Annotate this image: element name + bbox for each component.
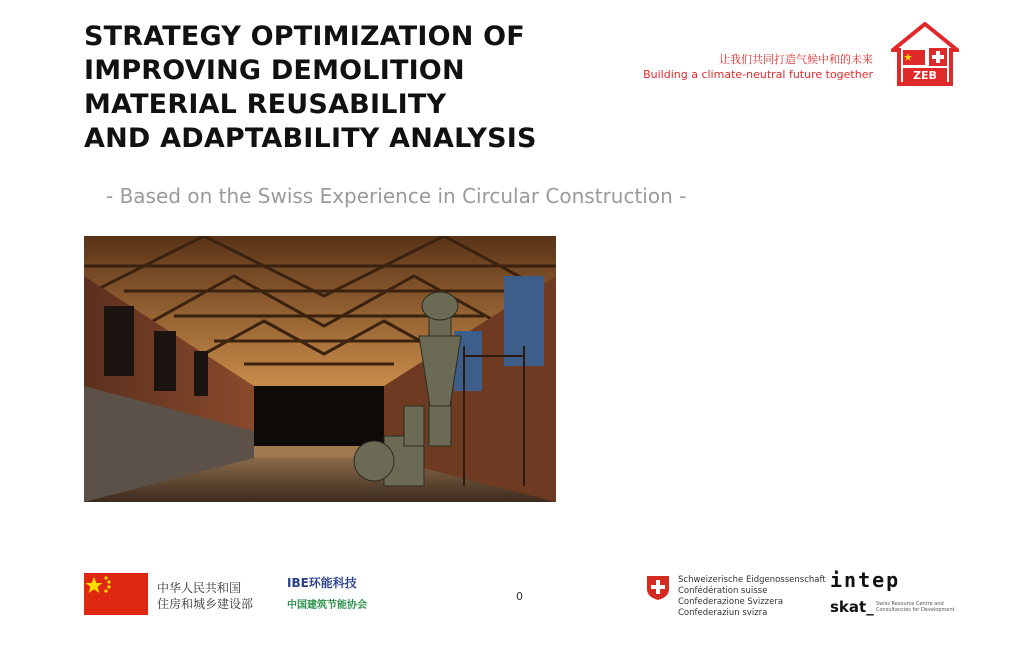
subtitle: - Based on the Swiss Experience in Circular Construction -: [106, 184, 687, 208]
skat-desc-line-1: Swiss Resource Centre and: [876, 601, 944, 607]
swiss-name-it: Confederazione Svizzera: [678, 597, 784, 607]
tagline-english: Building a climate-neutral future together: [643, 68, 873, 81]
partner-ibe-line-1: IBE环能科技: [287, 576, 357, 590]
skat-logo: skat_: [830, 598, 874, 616]
title-line-1: STRATEGY OPTIMIZATION OF: [84, 21, 525, 52]
skat-desc-line-2: Consultancies for Development: [876, 607, 955, 613]
china-flag-icon: [84, 573, 148, 615]
zeb-logo-text: ZEB: [913, 69, 937, 82]
factory-hall-photo: [84, 236, 556, 502]
swiss-emblem-icon: [646, 575, 670, 601]
title-line-4: AND ADAPTABILITY ANALYSIS: [84, 123, 537, 154]
partner-ibe-logo: [287, 574, 399, 618]
page-number: 0: [516, 590, 523, 603]
tagline-chinese: 让我们共同打造气候中和的未来: [719, 53, 873, 66]
skat-description: [876, 601, 955, 613]
zeb-logo: [891, 22, 959, 86]
ministry-line-2: 住房和城乡建设部: [157, 597, 254, 611]
title-line-2: IMPROVING DEMOLITION: [84, 55, 465, 86]
partner-ibe-line-2: 中国建筑节能协会: [287, 600, 367, 611]
swiss-name-rm: Confederaziun svizra: [678, 608, 768, 618]
swiss-name-fr: Confédération suisse: [678, 586, 768, 596]
swiss-name-de: Schweizerische Eidgenossenschaft: [678, 575, 826, 585]
slide-title: [84, 20, 537, 156]
tagline: [643, 52, 873, 82]
ministry-name: [157, 580, 253, 612]
ministry-line-1: 中华人民共和国: [157, 581, 242, 595]
intep-logo: intep: [830, 568, 901, 592]
title-line-3: MATERIAL REUSABILITY: [84, 89, 447, 120]
swiss-confederation-names: [678, 575, 826, 619]
